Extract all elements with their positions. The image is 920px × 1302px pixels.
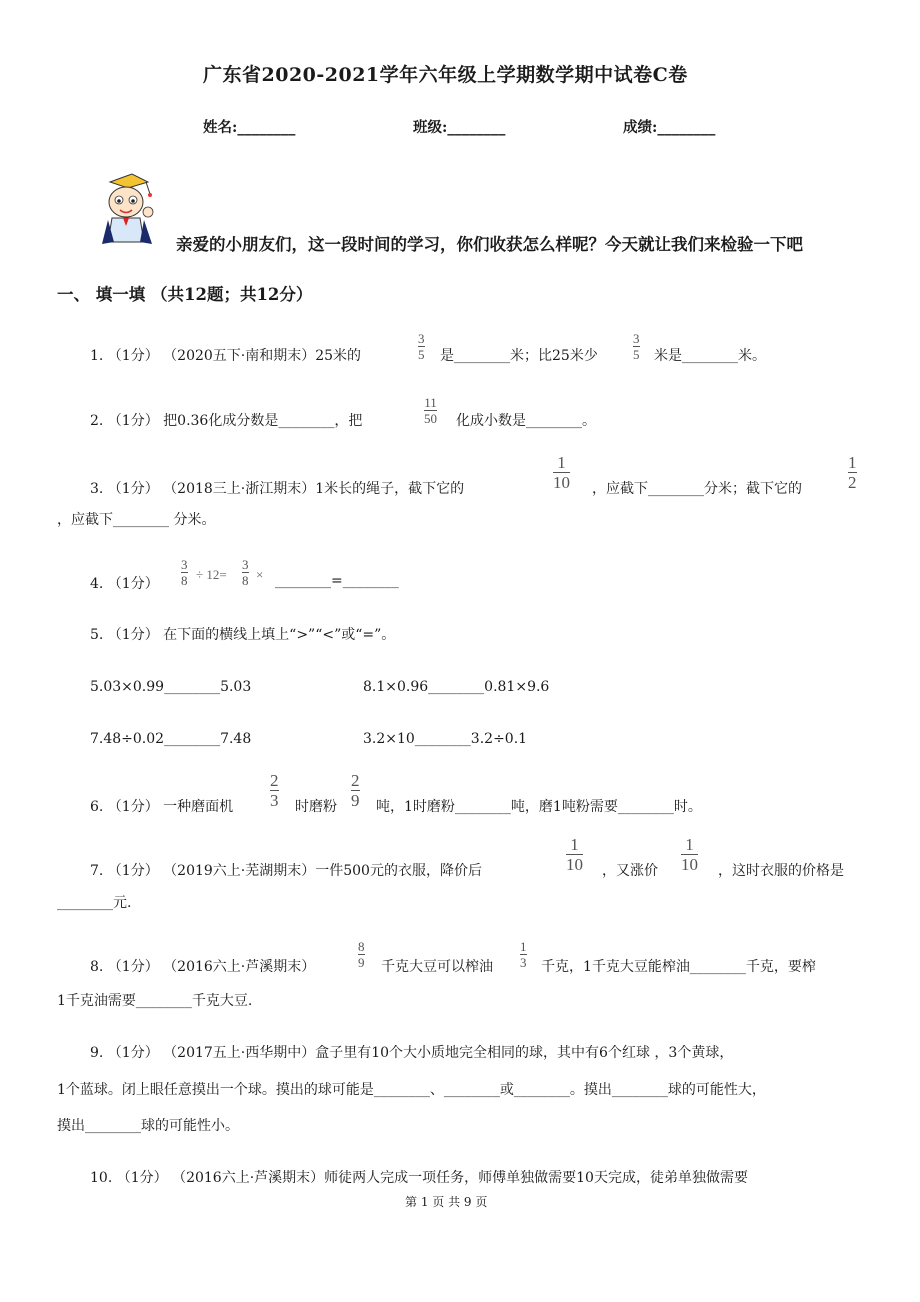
q6-text-b: 时磨粉 <box>295 799 337 815</box>
q6-text-a: 6. （1分） 一种磨面机 <box>90 799 234 815</box>
q6-fraction-2 <box>351 772 360 809</box>
q2-numerator: 11 <box>424 395 437 410</box>
q3-f2-denominator: 2 <box>848 473 857 493</box>
q9-text-c: 摸出________球的可能性小。 <box>57 1118 239 1134</box>
q4-fraction-1 <box>181 558 188 587</box>
q1-f1-denominator: 5 <box>418 347 425 363</box>
q1-text-b: 是________米；比25米少 <box>440 348 598 364</box>
q4-times-sign: × <box>256 567 264 582</box>
q2-text-b: 化成小数是________。 <box>456 413 596 429</box>
q4-text-b: ________=________ <box>275 573 399 589</box>
q3-fraction-1 <box>553 454 570 491</box>
q4-text-a: 4. （1分） <box>90 576 159 592</box>
q5-text-a: 5. （1分） 在下面的横线上填上“>”“<”或“=”。 <box>90 627 396 643</box>
q8-f2-denominator: 3 <box>520 955 527 971</box>
q2-fraction <box>424 396 437 425</box>
q4-f1-denominator: 8 <box>181 573 188 589</box>
greeting-text: 亲爱的小朋友们，这一段时间的学习，你们收获怎么样呢？今天就让我们来检验一下吧 <box>176 235 803 254</box>
q7-text-b: ，又涨价 <box>602 863 658 879</box>
name-field: 姓名:________ <box>203 119 296 136</box>
q8-text-d: 1千克油需要________千克大豆. <box>57 993 253 1009</box>
q7-f2-numerator: 1 <box>685 835 694 854</box>
q1-f1-numerator: 3 <box>418 331 425 346</box>
q7-text-c: ，这时衣服的价格是 <box>718 863 844 879</box>
q3-f2-numerator: 1 <box>848 453 857 472</box>
q7-text-d: ________元. <box>57 895 132 911</box>
q3-text-c: ，应截下________ 分米。 <box>57 512 216 528</box>
q8-text-c: 千克，1千克大豆能榨油________千克，要榨 <box>541 959 816 975</box>
q3-text-a: 3. （1分） （2018三上·浙江期末）1米长的绳子，截下它的 <box>90 481 465 497</box>
q1-f2-denominator: 5 <box>633 347 640 363</box>
score-field: 成绩:________ <box>623 119 716 136</box>
q5-row2-col1: 7.48÷0.02________7.48 <box>90 731 252 747</box>
q1-text-c: 米是________米。 <box>654 348 766 364</box>
page-title: 广东省2020-2021学年六年级上学期数学期中试卷C卷 <box>203 64 688 86</box>
q7-text-a: 7. （1分） （2019六上·芜湖期末）一件500元的衣服，降价后 <box>90 863 482 879</box>
q8-f1-denominator: 9 <box>358 955 365 971</box>
q8-text-a: 8. （1分） （2016六上·芦溪期末） <box>90 959 316 975</box>
q8-f1-numerator: 8 <box>358 939 365 954</box>
q6-f2-numerator: 2 <box>351 771 360 790</box>
q8-fraction-2 <box>520 940 527 969</box>
q1-f2-numerator: 3 <box>633 331 640 346</box>
q7-f1-denominator: 10 <box>566 855 583 875</box>
q1-fraction-2 <box>633 332 640 361</box>
class-field: 班级:________ <box>413 119 506 136</box>
q1-fraction-1 <box>418 332 425 361</box>
q4-f2-numerator: 3 <box>242 557 249 572</box>
q3-text-b: ，应截下________分米；截下它的 <box>592 481 802 497</box>
q8-text-b: 千克大豆可以榨油 <box>381 959 493 975</box>
q6-f1-numerator: 2 <box>270 771 279 790</box>
q9-text-a: 9. （1分） （2017五上·西华期中）盒子里有10个大小质地完全相同的球，其中有6个红球 ，3个黄球， <box>90 1045 734 1061</box>
q10-text-a: 10. （1分） （2016六上·芦溪期末）师徒两人完成一项任务，师傅单独做需要10天完成，徒弟单独做需要 <box>90 1170 748 1186</box>
q6-text-c: 吨，1时磨粉________吨，磨1吨粉需要________时。 <box>376 799 702 815</box>
page-footer: 第 1 页 共 9 页 <box>405 1195 488 1209</box>
q5-row2-col2: 3.2×10________3.2÷0.1 <box>363 731 528 747</box>
q1-text-a: 1. （1分） （2020五下·南和期末）25米的 <box>90 348 362 364</box>
q6-f1-denominator: 3 <box>270 791 279 811</box>
q8-f2-numerator: 1 <box>520 939 527 954</box>
q3-f1-numerator: 1 <box>557 453 566 472</box>
q4-divide-expression: ÷ 12= <box>196 567 227 582</box>
q5-row1-col1: 5.03×0.99________5.03 <box>90 679 252 695</box>
q3-fraction-2 <box>848 454 857 491</box>
mascot-image <box>92 168 164 246</box>
q6-f2-denominator: 9 <box>351 791 360 811</box>
q8-fraction-1 <box>358 940 365 969</box>
q4-f2-denominator: 8 <box>242 573 249 589</box>
q3-f1-denominator: 10 <box>553 473 570 493</box>
section-heading: 一、 填一填 （共12题；共12分） <box>57 285 313 304</box>
q2-denominator: 50 <box>424 411 437 427</box>
q4-fraction-2 <box>242 558 249 587</box>
q6-fraction-1 <box>270 772 279 809</box>
q7-f2-denominator: 10 <box>681 855 698 875</box>
q7-f1-numerator: 1 <box>570 835 579 854</box>
q9-text-b: 1个蓝球。闭上眼任意摸出一个球。摸出的球可能是________、________或________。摸出________球的可能性大， <box>57 1082 766 1098</box>
q5-row1-col2: 8.1×0.96________0.81×9.6 <box>363 679 550 695</box>
q4-f1-numerator: 3 <box>181 557 188 572</box>
q2-text-a: 2. （1分） 把0.36化成分数是________，把 <box>90 413 363 429</box>
q7-fraction-2 <box>681 836 698 873</box>
q7-fraction-1 <box>566 836 583 873</box>
